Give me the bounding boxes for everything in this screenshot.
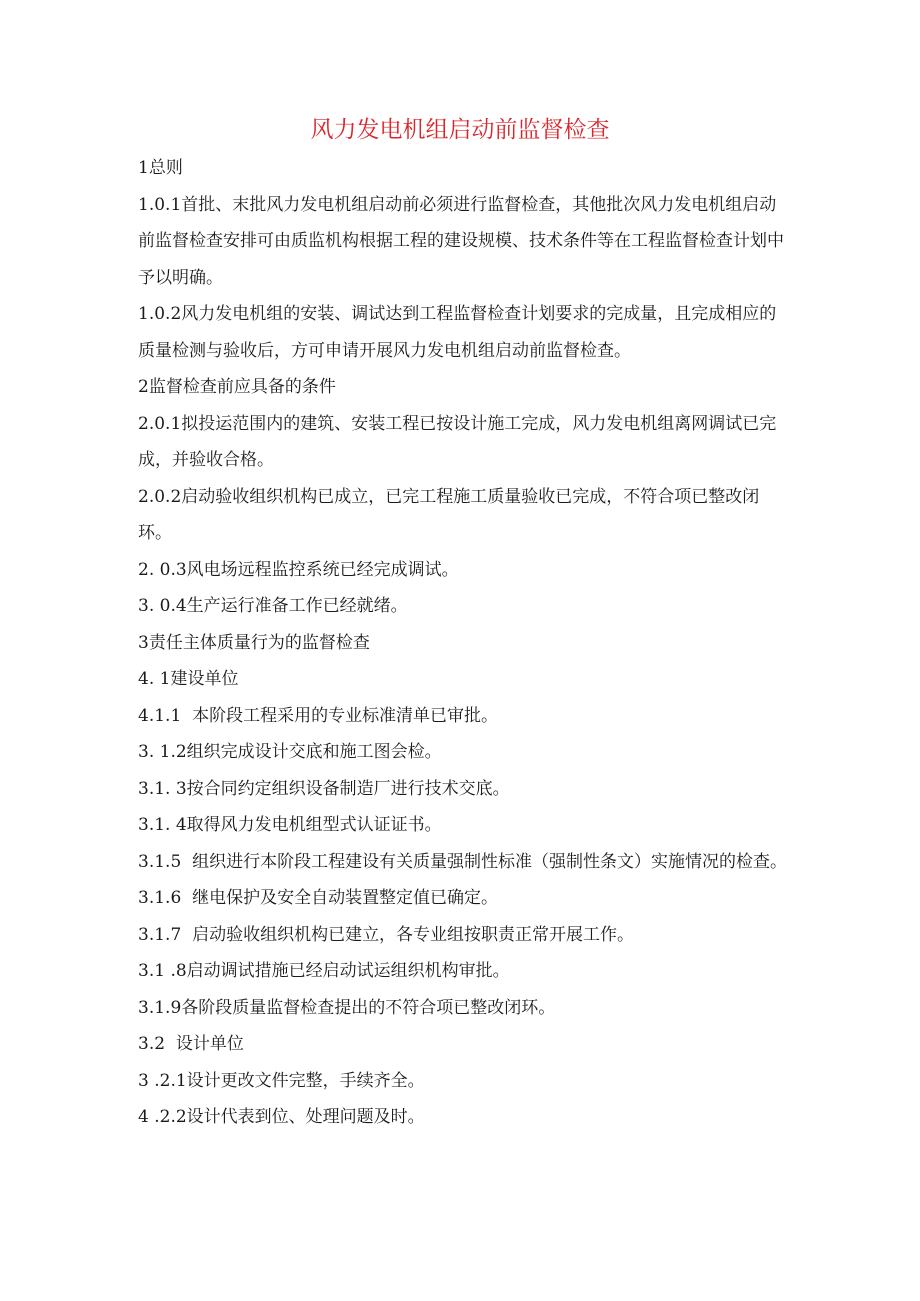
clause-3-1-9: 3.1.9各阶段质量监督检查提出的不符合项已整改闭环。	[138, 997, 556, 1018]
clause-2-0-4: 3. 0.4生产运行准备工作已经就绪。	[138, 596, 408, 616]
document-title: 风力发电机组启动前监督检查	[310, 117, 610, 143]
clause-3-1-6: 3.1.6 继电保护及安全自动装置整定值已确定。	[138, 888, 499, 908]
clause-1-0-2: 1.0.2风力发电机组的安装、调试达到工程监督检查计划要求的完成量，且完成相应的质量检测与验收后，方可申请开展风力发电机组启动前监督检查。	[138, 304, 777, 361]
clause-3-2-2: 4 .2.2设计代表到位、处理问题及时。	[138, 1107, 425, 1127]
section-heading-3: 3责任主体质量行为的监督检查	[138, 632, 370, 653]
clause-3-1-2: 3. 1.2组织完成设计交底和施工图会检。	[138, 742, 442, 762]
subsection-heading-3-1: 4. 1建设单位	[138, 669, 239, 689]
section-heading-2: 2监督检查前应具备的条件	[138, 377, 336, 397]
clause-3-1-3: 3.1. 3按合同约定组织设备制造厂进行技术交底。	[138, 778, 510, 799]
document-body	[138, 150, 788, 1136]
clause-2-0-2: 2.0.2启动验收组织机构已成立，已完工程施工质量验收已完成，不符合项已整改闭环。	[138, 486, 760, 543]
clause-2-0-1: 2.0.1拟投运范围内的建筑、安装工程已按设计施工完成，风力发电机组离网调试已完成，并验收合格。	[138, 413, 777, 470]
clause-3-1-5: 3.1.5 组织进行本阶段工程建设有关质量强制性标准（强制性条文）实施情况的检查。	[138, 851, 788, 872]
clause-3-1-7: 3.1.7 启动验收组织机构已建立，各专业组按职责正常开展工作。	[138, 924, 635, 945]
clause-3-1-1: 4.1.1 本阶段工程采用的专业标准清单已审批。	[138, 705, 499, 726]
clause-3-1-8: 3.1 .8启动调试措施已经启动试运组织机构审批。	[138, 961, 510, 981]
clause-3-1-4: 3.1. 4取得风力发电机组型式认证证书。	[138, 815, 442, 835]
clause-1-0-1: 1.0.1首批、末批风力发电机组启动前必须进行监督检查，其他批次风力发电机组启动前监督检查安排可由质监机构根据工程的建设规模、技术条件等在工程监督检查计划中予以明确。	[138, 194, 784, 288]
subsection-heading-3-2: 3.2 设计单位	[138, 1034, 244, 1054]
section-heading-1: 1总则	[138, 158, 183, 178]
clause-3-2-1: 3 .2.1设计更改文件完整，手续齐全。	[138, 1070, 425, 1091]
clause-2-0-3: 2. 0.3风电场远程监控系统已经完成调试。	[138, 559, 459, 580]
